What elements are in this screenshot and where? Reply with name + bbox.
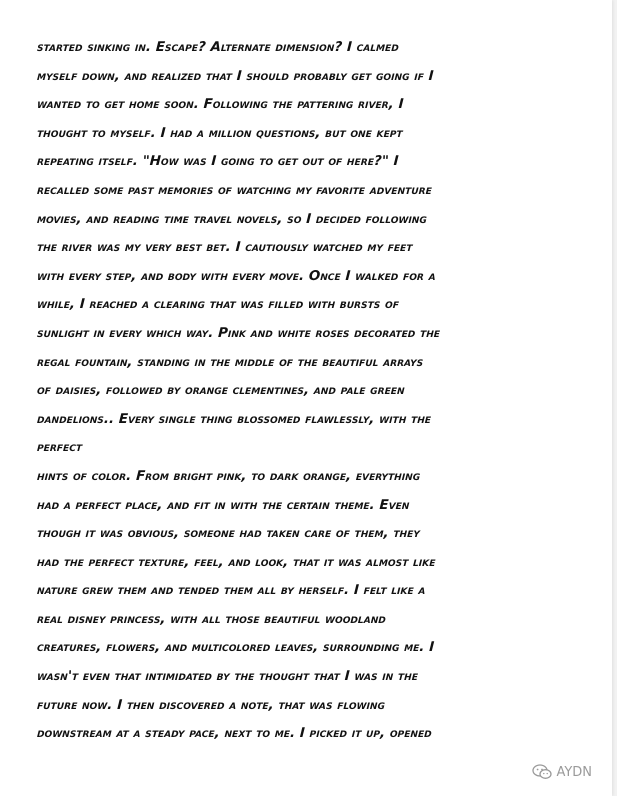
text-line: hints of color. From bright pink, to dark orange, everything [36,468,421,484]
text-line: regal fountain, standing in the middle of the beautiful arrays [36,354,424,370]
text-line: thought to myself. I had a million questions, but one kept [36,125,404,141]
text-line: real disney princess, with all those beautiful woodland [36,611,387,627]
text-line: repeating itself. "How was I going to get out of here?" I [36,154,399,170]
text-line: started sinking in. Escape? Alternate dimension? I calmed [36,40,400,55]
watermark [532,764,592,780]
text-line: of daisies, followed by orange clementines, and pale green [36,383,405,399]
text-line: though it was obvious, someone had taken care of them, they [36,526,421,542]
text-line: nature grew them and tended them all by herself. I felt like a [36,583,426,599]
text-line: sunlight in every which way. Pink and white roses decorated the [36,325,441,341]
text-line: had the perfect texture, feel, and look, that it was almost like [36,554,436,570]
text-line: future now. I then discovered a note, that was flowing [36,697,386,713]
text-line: recalled some past memories of watching my favorite adventure [36,182,433,198]
text-line: wanted to get home soon. Following the pattering river, I [36,97,404,113]
text-line: creatures, flowers, and multicolored leaves, surrounding me. I [36,640,435,656]
text-line: dandelions.. Every single thing blossomed flawlessly, with the [36,411,432,427]
text-line: while, I reached a clearing that was filled with bursts of [36,297,400,313]
text-line: myself down, and realized that I should probably get going if I [36,68,435,84]
text-line: wasn't even that intimidated by the thought that I was in the [36,669,419,685]
text-line: had a perfect place, and fit in with the certain theme. Even [36,497,410,513]
text-line: the river was my very best bet. I cautiously watched my feet [36,240,413,256]
story-text [37,34,582,749]
wechat-icon [532,764,552,780]
text-line: downstream at a steady pace, next to me. I picked it up, opened [36,726,433,742]
text-line: movies, and reading time travel novels, so I decided following [36,211,428,227]
text-line: with every step, and body with every move. Once I walked for a [36,268,437,284]
text-line: perfect [36,440,83,456]
watermark-label: AYDN [556,764,592,780]
